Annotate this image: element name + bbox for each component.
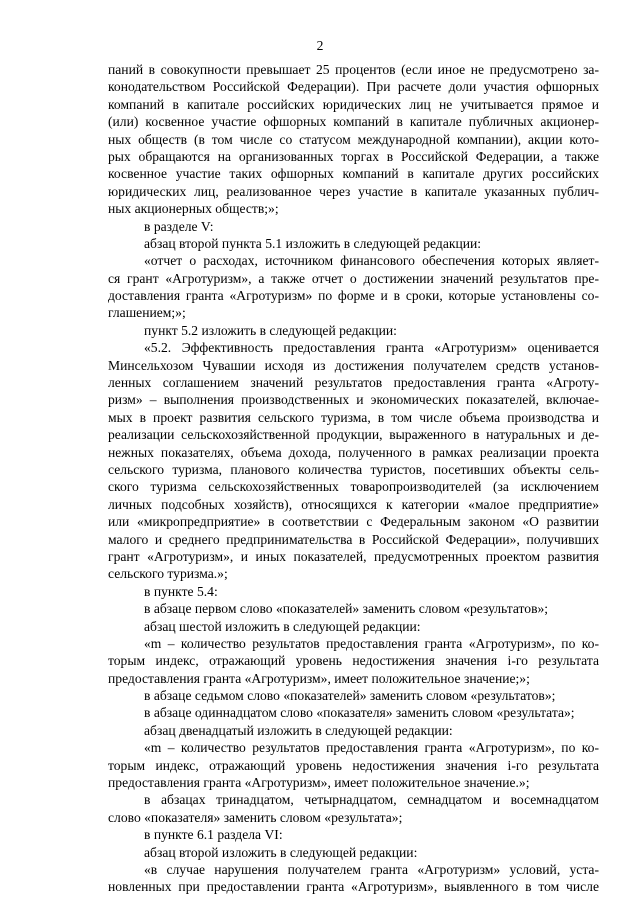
text-line: ского туризма сельскохозяйственных товаропроизводителей (за исключением: [108, 479, 599, 495]
text-line: «m – количество результатов предоставления гранта «Агротуризм», по ко-: [144, 740, 599, 756]
text-line: в абзаце первом слово «показателей» заменить словом «результатов»;: [144, 601, 549, 617]
text-line: конодательством Российской Федерации). При расчете доли участия офшорных: [108, 79, 599, 95]
text-line: реализации сельскохозяйственной продукции, выраженного в натуральных и де-: [108, 427, 599, 443]
text-line: Минсельхозом Чувашии исходя из достижения получателем средств установ-: [108, 357, 599, 373]
text-line: ленных соглашением значений результатов предоставления гранта «Агроту-: [108, 375, 599, 391]
text-line: предоставления гранта «Агротуризм», имеет положительное значение.»;: [108, 775, 530, 791]
text-line: сельского туризма.»;: [108, 566, 228, 582]
text-line: доставления гранта «Агротуризм» по форме и в сроки, которые установлены со-: [108, 288, 599, 304]
text-line: юридических лиц, реализованное через участие в капитале указанных публич-: [108, 183, 599, 199]
text-line: в пункте 5.4:: [144, 583, 218, 599]
text-line: глашением;»;: [108, 305, 186, 321]
text-line: компаний в капитале российских юридических лиц не учитывается прямое и: [108, 96, 599, 112]
text-line: косвенное участие таких офшорных компаний в капитале других российских: [108, 166, 599, 182]
text-line: грант «Агротуризм», и иных показателей, предусмотренных проектом развития: [108, 548, 599, 564]
text-line: абзац второй изложить в следующей редакции:: [144, 844, 418, 860]
text-line: пункт 5.2 изложить в следующей редакции:: [144, 322, 397, 338]
text-line: паний в совокупности превышает 25 процентов (если иное не предусмотрено за-: [108, 62, 599, 77]
text-line: рых обращаются на организованных торгах в Российской Федерации, а также: [108, 148, 599, 164]
text-line: абзац второй пункта 5.1 изложить в следующей редакции:: [144, 235, 482, 251]
text-line: «отчет о расходах, источником финансового обеспечения которых являет-: [144, 253, 599, 269]
text-line: сельского туризма, планового количества туристов, посетивших объекты сель-: [108, 461, 599, 477]
text-line: в разделе V:: [144, 218, 214, 234]
text-line: в абзаце одиннадцатом слово «показателя» заменить словом «результата»;: [144, 705, 575, 721]
text-line: ных обществ (в том числе со статусом международной компании), акции кото-: [108, 131, 599, 147]
text-line: малого и среднего предпринимательства в Российской Федерации», получивших: [108, 531, 599, 547]
text-line: в абзаце седьмом слово «показателей» заменить словом «результатов»;: [144, 688, 556, 704]
text-line: абзац шестой изложить в следующей редакции:: [144, 618, 421, 634]
text-line: мых в проект развития сельского туризма, в том числе объема производства и: [108, 409, 599, 425]
text-line: в пункте 6.1 раздела VI:: [144, 827, 283, 843]
text-line: (или) косвенное участие офшорных компаний в капитале публичных акционер-: [108, 114, 599, 130]
text-line: «5.2. Эффективность предоставления гранта «Агротуризм» оценивается: [144, 340, 599, 356]
text-line: абзац двенадцатый изложить в следующей редакции:: [144, 722, 453, 738]
text-line: торым индекс, отражающий уровень недостижения значения i-го результата: [108, 757, 599, 773]
text-line: «m – количество результатов предоставления гранта «Агротуризм», по ко-: [144, 635, 599, 651]
document-body: [108, 61, 599, 896]
text-line: нежных показателях, объема дохода, полученного в рамках реализации проекта: [108, 444, 599, 460]
text-line: предоставления гранта «Агротуризм», имеет положительное значение;»;: [108, 670, 530, 686]
page-number: 2: [316, 38, 324, 53]
text-line: ных акционерных обществ;»;: [108, 201, 279, 217]
text-line: ся грант «Агротуризм», а также отчет о достижении значений результатов пре-: [108, 270, 599, 286]
text-line: новленных при предоставлении гранта «Агротуризм», выявленного в том числе: [108, 879, 599, 895]
text-line: или «микропредприятие» в соответствии с Федеральным законом «О развитии: [108, 514, 599, 530]
text-line: торым индекс, отражающий уровень недостижения значения i-го результата: [108, 653, 599, 669]
text-line: ризм» – выполнения производственных и экономических показателей, включае-: [108, 392, 599, 408]
text-line: слово «показателя» заменить словом «результата»;: [108, 809, 403, 825]
text-line: «в случае нарушения получателем гранта «Агротуризм» условий, уста-: [144, 861, 599, 877]
text-line: личных подсобных хозяйств), относящихся к категории «малое предприятие»: [108, 496, 599, 512]
text-line: в абзацах тринадцатом, четырнадцатом, семнадцатом и восемнадцатом: [144, 792, 599, 808]
